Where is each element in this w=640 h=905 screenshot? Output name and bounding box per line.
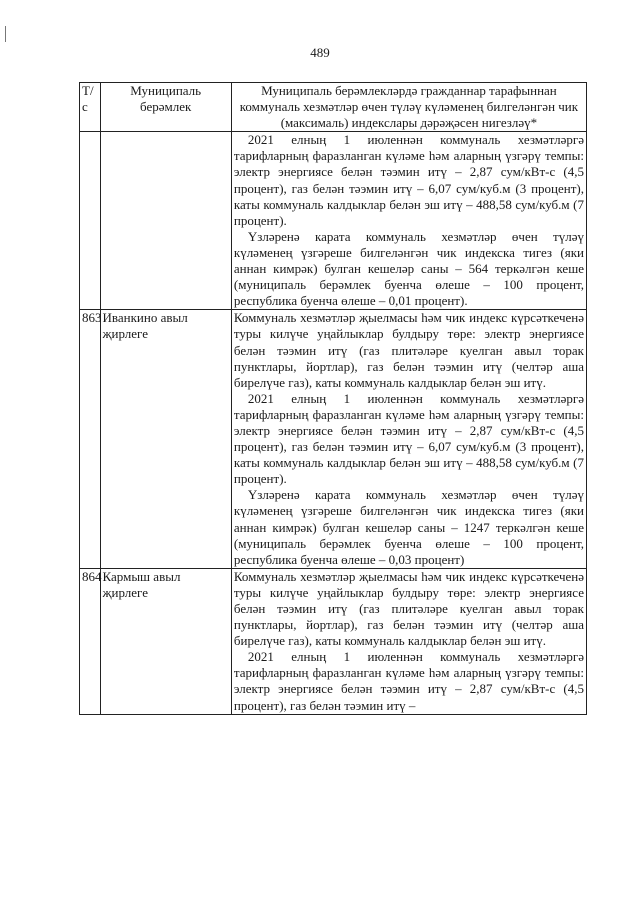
header-num: Т/с <box>80 83 101 132</box>
row-municipality: Иванкино авыл җирлеге <box>100 310 231 569</box>
row-paragraph: 2021 елның 1 июленнән коммуналь хезмәтләргә тарифларның фаразланган күләме һәм аларның үзгәрү темпы: электр энергиясе белән тәэмин итү – 2,87 сум/кВт-с (4,5 процент), газ белән тәэмин итү – <box>233 649 584 713</box>
row-paragraph: Үзләренә карата коммуналь хезмәтләр өчен түләү күләменең үзгәреше билгеләнгән чик индекска тигез (яки аннан кимрәк) булган кешеләр саны – 1247 теркәлгән кеше (муниципаль берәмлек буенча өлеше – 100 процент, республика буенча өлеше – 0,03 процент) <box>233 487 584 567</box>
header-description: Муниципаль берәмлекләрдә гражданнар тарафыннан коммуналь хезмәтләр өчен түләү күләменең билгеләнгән чик (максималь) индекслары дәрәҗәсен нигезләү* <box>231 83 586 132</box>
header-municipality: Муниципаль берәмлек <box>100 83 231 132</box>
table-header-row <box>80 83 587 132</box>
table-row <box>80 568 587 714</box>
row-description <box>231 132 586 310</box>
row-paragraph: 2021 елның 1 июленнән коммуналь хезмәтләргә тарифларның фаразланган күләме һәм аларның үзгәрү темпы: электр энергиясе белән тәэмин итү – 2,87 сум/кВт-с (4,5 процент), газ белән тәэмин итү – 6,07 сум/куб.м (3 процент), каты коммуналь калдыклар белән эш итү – 488,58 сум/куб.м (7 процент). <box>233 390 584 487</box>
page-number: 489 <box>310 45 330 60</box>
row-number <box>80 132 101 310</box>
table-row <box>80 132 587 310</box>
row-paragraph: Коммуналь хезмәтләр җыелмасы һәм чик индекс күрсәткеченә туры килүче уңайлыклар булдыру төре: электр энергиясе белән тәэмин итү (газ плитәләре куелган авыл торак пунктлары, йортлар), газ белән тәэмин итү (челтәр аша бирелүче газ), каты коммуналь калдыклар белән эш итү. <box>233 568 584 649</box>
margin-mark <box>5 26 6 42</box>
row-number: 864 <box>80 568 101 714</box>
row-description <box>231 568 586 714</box>
row-municipality <box>100 132 231 310</box>
row-paragraph: 2021 елның 1 июленнән коммуналь хезмәтләргә тарифларның фаразланган күләме һәм аларның үзгәрү темпы: электр энергиясе белән тәэмин итү – 2,87 сум/кВт-с (4,5 процент), газ белән тәэмин итү – 6,07 сум/куб.м (3 процент), каты коммуналь калдыклар белән эш итү – 488,58 сум/куб.м (7 процент). <box>233 132 584 228</box>
row-paragraph: Коммуналь хезмәтләр җыелмасы һәм чик индекс күрсәткеченә туры килүче уңайлыклар булдыру төре: электр энергиясе белән тәэмин итү (газ плитәләре куелган авыл торак пунктлары, йортлар), газ белән тәэмин итү (челтәр аша бирелүче газ), каты коммуналь калдыклар белән эш итү. <box>233 310 584 390</box>
row-municipality: Кармыш авыл җирлеге <box>100 568 231 714</box>
row-number: 863 <box>80 310 101 569</box>
row-paragraph: Үзләренә карата коммуналь хезмәтләр өчен түләү күләменең үзгәреше билгеләнгән чик индекска тигез (яки аннан кимрәк) булган кешеләр саны – 564 теркәлгән кеше (муниципаль берәмлек буенча өлеше – 100 процент, республика буенча өлеше – 0,01 процент). <box>233 228 584 309</box>
row-description <box>231 310 586 569</box>
indices-table <box>79 82 587 715</box>
table-row <box>80 310 587 569</box>
